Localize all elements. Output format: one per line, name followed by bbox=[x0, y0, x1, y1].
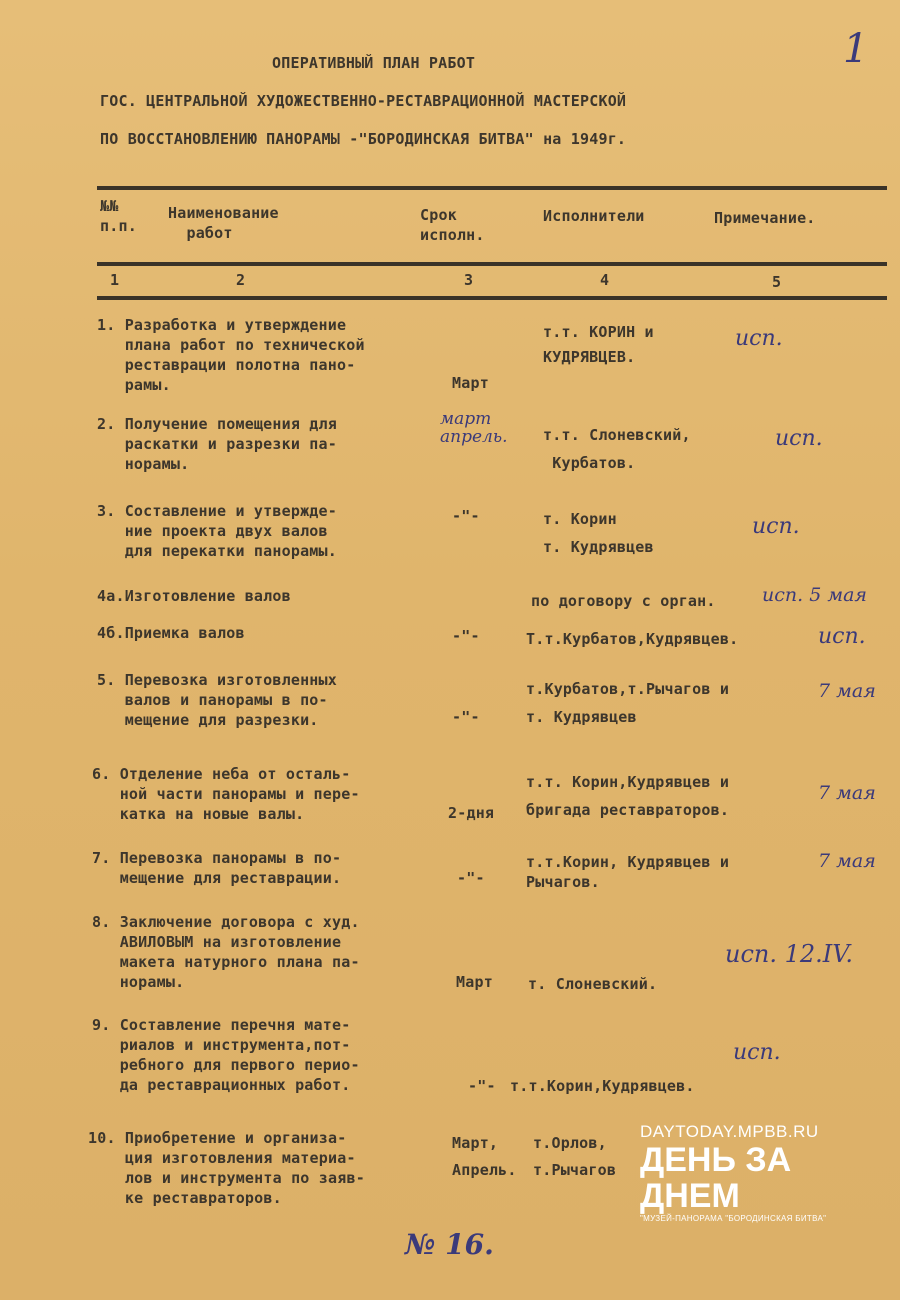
watermark-subtitle: "МУЗЕЙ-ПАНОРАМА "БОРОДИНСКАЯ БИТВА" bbox=[640, 1214, 827, 1223]
table-row-9-note: исп. bbox=[733, 1040, 781, 1065]
table-row-3-note: исп. bbox=[752, 514, 800, 539]
table-row-8-name: 8. Заключение договора с худ. АВИЛОВЫМ на изготовление макета натурного плана па- норамы. bbox=[92, 913, 360, 991]
table-row-6-term: 2-дня bbox=[448, 804, 495, 822]
table-row-2-note: исп. bbox=[775, 426, 823, 451]
table-row-4b-name: 4б.Приемка валов bbox=[97, 624, 245, 642]
table-row-3-name: 3. Составление и утвержде- ние проекта двух валов для перекатки панорамы. bbox=[97, 502, 337, 560]
col-header-term: Срок исполн. bbox=[420, 206, 485, 244]
table-row-1-term: Март bbox=[452, 374, 489, 392]
table-row-4a-name: 4а.Изготовление валов bbox=[97, 587, 291, 605]
table-row-5-term: -"- bbox=[452, 708, 480, 726]
col-header-executors: Исполнители bbox=[543, 207, 645, 225]
table-row-4b-note: исп. bbox=[818, 624, 866, 649]
col-header-note: Примечание. bbox=[714, 209, 816, 227]
handwritten-file-number: № 16. bbox=[405, 1228, 494, 1261]
table-row-4a-note: исп. 5 мая bbox=[762, 584, 867, 606]
table-header-rule bbox=[97, 262, 887, 266]
table-row-5-name: 5. Перевозка изготовленных валов и панорамы в по- мещение для разрезки. bbox=[97, 671, 337, 729]
table-row-4b-executors: Т.т.Курбатов,Кудрявцев. bbox=[526, 630, 739, 648]
table-row-10-executors: т.Орлов, т.Рычагов bbox=[533, 1134, 617, 1179]
page-number: 1 bbox=[843, 26, 869, 72]
col-header-name: Наименование работ bbox=[168, 204, 279, 242]
table-top-rule bbox=[97, 186, 887, 190]
watermark-title: ДЕНЬ ЗА ДНЕМ bbox=[640, 1141, 792, 1215]
table-row-6-name: 6. Отделение неба от осталь- ной части панорамы и пере- катка на новые валы. bbox=[92, 765, 360, 823]
table-row-3-term: -"- bbox=[452, 507, 480, 525]
table-row-7-term: -"- bbox=[457, 869, 485, 887]
table-row-7-executors: т.т.Корин, Кудрявцев и Рычагов. bbox=[526, 853, 730, 891]
header-line-3: ПО ВОССТАНОВЛЕНИЮ ПАНОРАМЫ -"БОРОДИНСКАЯ БИТВА" на 1949г. bbox=[100, 130, 627, 148]
table-row-4b-term: -"- bbox=[452, 627, 480, 645]
table-row-2-name: 2. Получение помещения для раскатки и разрезки па- норамы. bbox=[97, 415, 337, 473]
table-row-1-name: 1. Разработка и утверждение плана работ по технической реставрации полотна пано- рамы. bbox=[97, 316, 365, 394]
document-title: ОПЕРАТИВНЫЙ ПЛАН РАБОТ bbox=[272, 54, 476, 72]
table-row-7-name: 7. Перевозка панорамы в по- мещение для реставрации. bbox=[92, 849, 342, 887]
table-row-5-note: 7 мая bbox=[818, 680, 876, 702]
table-row-10-term: Март, Апрель. bbox=[452, 1134, 517, 1179]
col-index-3: 3 bbox=[464, 271, 474, 289]
col-index-2: 2 bbox=[236, 271, 246, 289]
table-row-8-term: Март bbox=[456, 973, 493, 991]
table-row-5-executors: т.Курбатов,т.Рычагов и т. Кудрявцев bbox=[526, 680, 730, 726]
table-row-9-executors: т.т.Корин,Кудрявцев. bbox=[510, 1077, 695, 1095]
watermark-url: DAYTODAY.MPBB.RU bbox=[640, 1122, 819, 1141]
table-row-8-note: исп. 12.IV. bbox=[725, 940, 854, 968]
table-row-4a-executors: по договору с орган. bbox=[531, 592, 716, 610]
table-row-3-executors: т. Корин т. Кудрявцев bbox=[543, 510, 654, 556]
watermark-logo bbox=[640, 1122, 830, 1223]
table-row-6-executors: т.т. Корин,Кудрявцев и бригада реставраторов. bbox=[526, 773, 730, 819]
table-row-2-executors: т.т. Слоневский, Курбатов. bbox=[543, 426, 691, 472]
col-index-1: 1 bbox=[110, 271, 120, 289]
table-row-7-note: 7 мая bbox=[818, 850, 876, 872]
table-row-6-note: 7 мая bbox=[818, 782, 876, 804]
col-header-num: №№ п.п. bbox=[100, 197, 137, 235]
table-row-9-term: -"- bbox=[468, 1077, 496, 1095]
table-row-8-executors: т. Слоневский. bbox=[528, 975, 658, 993]
table-row-1-executors: т.т. КОРИН и КУДРЯВЦЕВ. bbox=[543, 323, 654, 366]
table-index-rule bbox=[97, 296, 887, 300]
table-row-2-term: март апрель. bbox=[440, 409, 508, 447]
table-row-9-name: 9. Составление перечня мате- риалов и инструмента,пот- ребного для первого перио- да реставрационных работ. bbox=[92, 1016, 360, 1094]
table-row-10-name: 10. Приобретение и организа- ция изготовления материа- лов и инструмента по заяв- ке реставраторов. bbox=[88, 1129, 365, 1207]
col-index-4: 4 bbox=[600, 271, 610, 289]
col-index-5: 5 bbox=[772, 273, 782, 291]
header-line-2: ГОС. ЦЕНТРАЛЬНОЙ ХУДОЖЕСТВЕННО-РЕСТАВРАЦИОННОЙ МАСТЕРСКОЙ bbox=[100, 92, 627, 110]
table-row-1-note: исп. bbox=[735, 326, 783, 351]
